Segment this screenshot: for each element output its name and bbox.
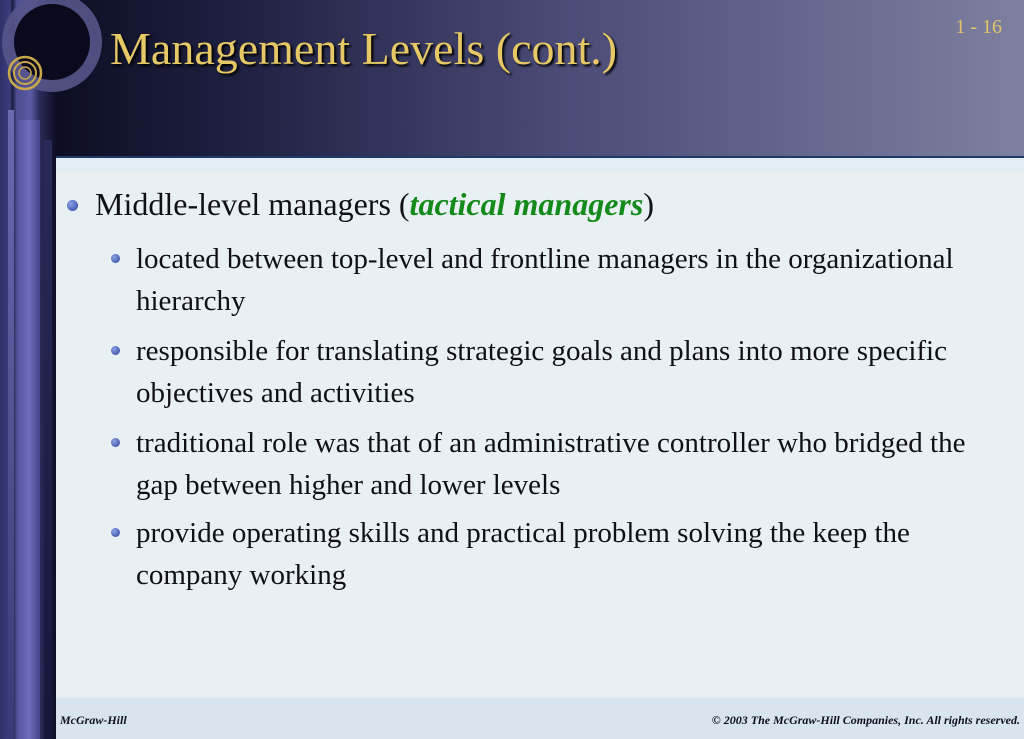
- sub-bullet-text: provide operating skills and practical problem solving the keep the company working: [136, 517, 910, 591]
- main-bullet-emphasis: tactical managers: [409, 186, 644, 222]
- sub-bullet: [136, 330, 1006, 414]
- content-top-strip: [56, 158, 1024, 172]
- slide-number: 1 - 16: [955, 16, 1002, 38]
- main-bullet-suffix: ): [643, 186, 654, 222]
- bullet-dot-icon: [67, 200, 78, 211]
- content-panel: [56, 156, 1024, 698]
- bullet-dot-icon: [111, 254, 120, 263]
- bullet-dot-icon: [111, 438, 120, 447]
- sidebar-stripe: [44, 140, 52, 739]
- concentric-circles-icon: [6, 54, 44, 92]
- sidebar-stripe: [8, 110, 14, 739]
- sub-bullet: [136, 512, 1006, 596]
- sidebar-stripe: [18, 120, 40, 739]
- sub-bullet-text: located between top-level and frontline managers in the organizational hierarchy: [136, 243, 954, 317]
- main-bullet: [95, 184, 995, 224]
- sub-bullet-text: responsible for translating strategic goals and plans into more specific objectives and activities: [136, 335, 947, 409]
- sub-bullet: [136, 422, 1006, 506]
- sub-bullet-text: traditional role was that of an administrative controller who bridged the gap between higher and lower levels: [136, 427, 966, 501]
- main-bullet-prefix: Middle-level managers (: [95, 186, 410, 222]
- slide-title: Management Levels (cont.): [110, 23, 618, 74]
- bullet-dot-icon: [111, 346, 120, 355]
- decorative-sidebar: [0, 0, 56, 739]
- footer: [56, 698, 1024, 739]
- publisher-label: McGraw-Hill: [60, 713, 127, 727]
- copyright-notice: © 2003 The McGraw-Hill Companies, Inc. All rights reserved.: [711, 713, 1020, 727]
- bullet-dot-icon: [111, 528, 120, 537]
- sub-bullet: [136, 238, 1006, 322]
